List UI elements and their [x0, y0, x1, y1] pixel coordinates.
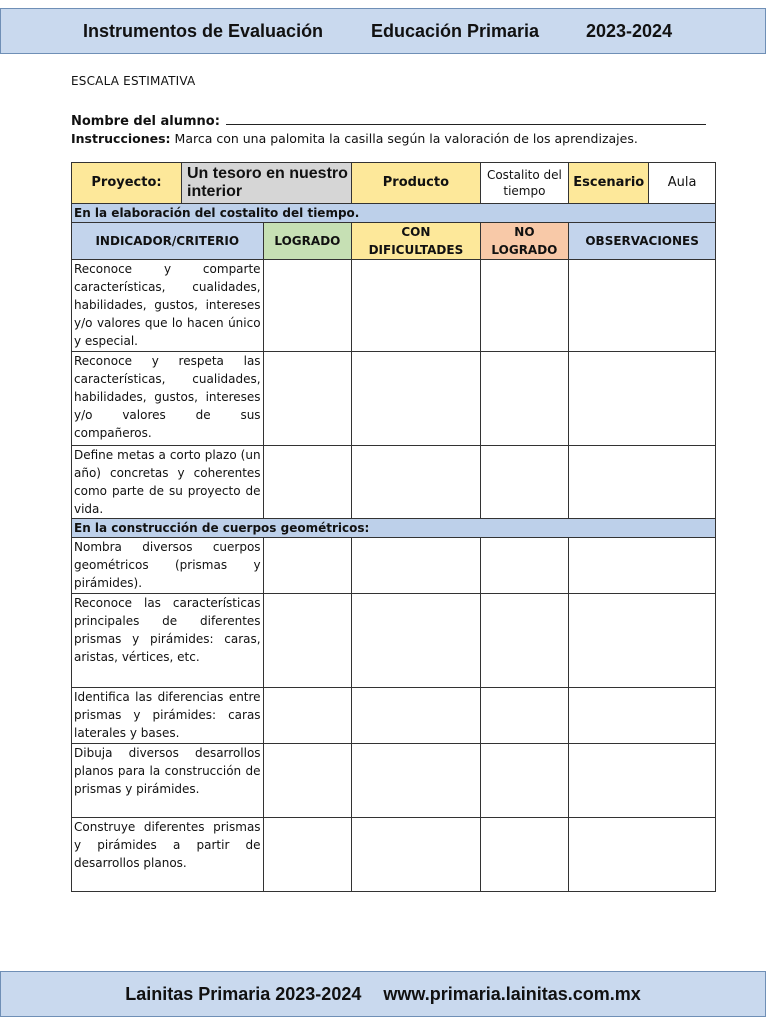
indicator-text: Identifica las diferencias entre prismas y pirámides: caras laterales y bases.	[72, 688, 264, 744]
project-value: Un tesoro en nuestro interior	[182, 163, 351, 203]
observations-cell[interactable]	[569, 688, 716, 744]
with-difficulty-cell[interactable]	[352, 744, 480, 818]
observations-cell[interactable]	[569, 744, 716, 818]
section-title: En la elaboración del costalito del tiempo.	[72, 204, 716, 223]
observations-cell[interactable]	[569, 352, 716, 446]
not-achieved-cell[interactable]	[480, 818, 569, 892]
not-achieved-cell[interactable]	[480, 260, 569, 352]
indicator-row	[72, 744, 716, 818]
col-observations-header: OBSERVACIONES	[569, 223, 716, 260]
not-achieved-cell[interactable]	[480, 352, 569, 446]
indicator-row	[72, 688, 716, 744]
achieved-cell[interactable]	[263, 594, 352, 688]
header-title: Instrumentos de Evaluación	[83, 21, 324, 41]
achieved-cell[interactable]	[263, 260, 352, 352]
footer-url: www.primaria.lainitas.com.mx	[383, 983, 641, 1004]
indicator-text: Reconoce y comparte características, cualidades, habilidades, gustos, intereses y/o valores que lo hacen único y especial.	[72, 260, 264, 352]
with-difficulty-cell[interactable]	[352, 688, 480, 744]
indicator-text: Nombra diversos cuerpos geométricos (prismas y pirámides).	[72, 538, 264, 594]
not-achieved-cell[interactable]	[480, 688, 569, 744]
achieved-cell[interactable]	[263, 818, 352, 892]
section-row	[72, 519, 716, 538]
section-row	[72, 204, 716, 223]
with-difficulty-cell[interactable]	[352, 260, 480, 352]
not-achieved-cell[interactable]	[480, 446, 569, 519]
project-row	[72, 163, 716, 204]
indicator-row	[72, 594, 716, 688]
observations-cell[interactable]	[569, 538, 716, 594]
with-difficulty-cell[interactable]	[352, 538, 480, 594]
indicator-text: Define metas a corto plazo (un año) concretas y coherentes como parte de su proyecto de vida.	[72, 446, 264, 519]
header-year: 2023-2024	[586, 21, 673, 41]
achieved-cell[interactable]	[263, 446, 352, 519]
column-header-row	[72, 223, 716, 260]
col-indicator-header: INDICADOR/CRITERIO	[72, 223, 264, 260]
col-with-difficulty-header: CON DIFICULTADES	[352, 223, 480, 260]
document-type: ESCALA ESTIMATIVA	[71, 74, 196, 88]
achieved-cell[interactable]	[263, 688, 352, 744]
achieved-cell[interactable]	[263, 744, 352, 818]
not-achieved-cell[interactable]	[480, 744, 569, 818]
header-level: Educación Primaria	[371, 21, 540, 41]
with-difficulty-cell[interactable]	[352, 352, 480, 446]
with-difficulty-cell[interactable]	[352, 594, 480, 688]
project-label: Proyecto:	[72, 163, 182, 203]
footer-brand: Lainitas Primaria 2023-2024	[125, 983, 362, 1004]
page-header	[0, 8, 766, 54]
scenario-label: Escenario	[569, 163, 649, 203]
page-footer	[0, 971, 766, 1017]
instructions	[71, 131, 638, 146]
product-label: Producto	[352, 163, 480, 204]
indicator-text: Reconoce y respeta las características, cualidades, habilidades, gustos, intereses y/o valores de sus compañeros.	[72, 352, 264, 446]
with-difficulty-cell[interactable]	[352, 818, 480, 892]
instructions-label: Instrucciones:	[71, 131, 171, 146]
achieved-cell[interactable]	[263, 538, 352, 594]
indicator-row	[72, 260, 716, 352]
section-title: En la construcción de cuerpos geométricos:	[72, 519, 716, 538]
not-achieved-cell[interactable]	[480, 538, 569, 594]
indicator-text: Construye diferentes prismas y pirámides a partir de desarrollos planos.	[72, 818, 264, 892]
indicator-row	[72, 538, 716, 594]
indicator-row	[72, 352, 716, 446]
observations-cell[interactable]	[569, 446, 716, 519]
observations-cell[interactable]	[569, 260, 716, 352]
indicator-text: Dibuja diversos desarrollos planos para la construcción de prismas y pirámides.	[72, 744, 264, 818]
scenario-value: Aula	[667, 175, 697, 190]
achieved-cell[interactable]	[263, 352, 352, 446]
col-achieved-header: LOGRADO	[263, 223, 352, 260]
assessment-table	[71, 162, 716, 892]
instructions-text: Marca con una palomita la casilla según la valoración de los aprendizajes.	[174, 131, 638, 146]
col-not-achieved-header: NO LOGRADO	[480, 223, 569, 260]
product-value: Costalito del tiempo	[480, 163, 569, 204]
not-achieved-cell[interactable]	[480, 594, 569, 688]
student-name-line	[71, 113, 711, 129]
indicator-row	[72, 818, 716, 892]
student-name-label: Nombre del alumno:	[71, 114, 220, 129]
with-difficulty-cell[interactable]	[352, 446, 480, 519]
indicator-text: Reconoce las características principales de diferentes prismas y pirámides: caras, aristas, vértices, etc.	[72, 594, 264, 688]
indicator-row	[72, 446, 716, 519]
observations-cell[interactable]	[569, 594, 716, 688]
observations-cell[interactable]	[569, 818, 716, 892]
student-name-field[interactable]	[226, 113, 706, 125]
